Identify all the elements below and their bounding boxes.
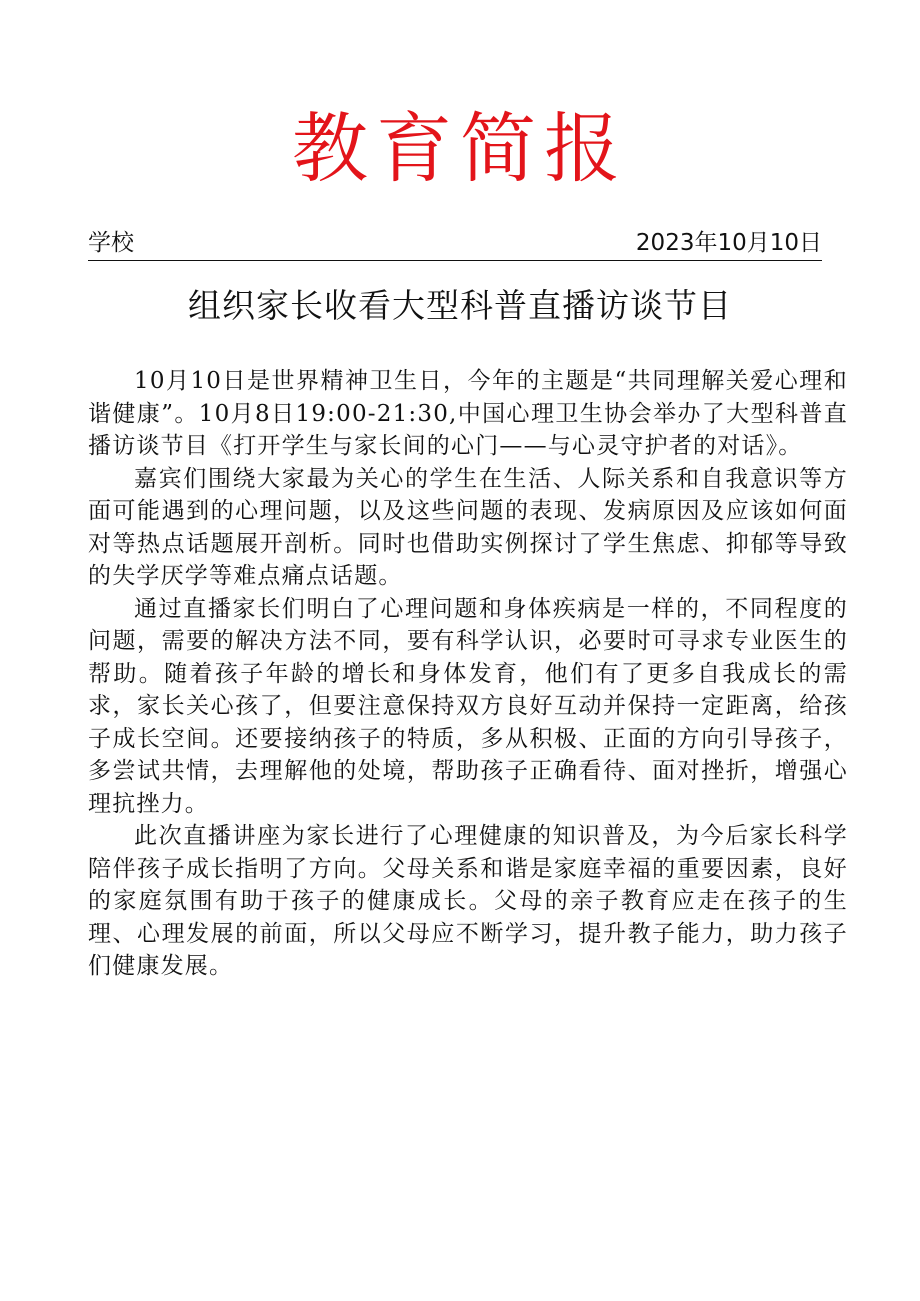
school-label: 学校	[88, 230, 134, 256]
issue-date: 2023年10月10日	[635, 230, 822, 256]
article-body	[88, 365, 848, 983]
masthead-title: 教育简报	[292, 104, 628, 193]
article-paragraph: 嘉宾们围绕大家最为关心的学生在生活、人际关系和自我意识等方面可能遇到的心理问题，以及这些问题的表现、发病原因及应该如何面对等热点话题展开剖析。同时也借助实例探讨了学生焦虑、抑郁等导致的失学厌学等难点痛点话题。	[88, 465, 848, 589]
article-paragraph: 此次直播讲座为家长进行了心理健康的知识普及，为今后家长科学陪伴孩子成长指明了方向。父母关系和谐是家庭幸福的重要因素，良好的家庭氛围有助于孩子的健康成长。父母的亲子教育应走在孩子的生理、心理发展的前面，所以父母应不断学习，提升教子能力，助力孩子们健康发展。	[88, 823, 848, 979]
article-headline: 组织家长收看大型科普直播访谈节目	[188, 286, 732, 325]
article-paragraph: 通过直播家长们明白了心理问题和身体疾病是一样的，不同程度的问题，需要的解决方法不同，要有科学认识，必要时可寻求专业医生的帮助。随着孩子年龄的增长和身体发育，他们有了更多自我成长的需求，家长关心孩了，但要注意保持双方良好互动并保持一定距离，给孩子成长空间。还要接纳孩子的特质，多从积极、正面的方向引导孩子，多尝试共情，去理解他的处境，帮助孩子正确看待、面对挫折，增强心理抗挫力。	[88, 595, 848, 817]
article-paragraph: 10月10日是世界精神卫生日，今年的主题是“共同理解关爱心理和谐健康”。10月8日19:00-21:30,中国心理卫生协会举办了大型科普直播访谈节目《打开学生与家长间的心门——与心灵守护者的对话》。	[88, 368, 848, 459]
info-line	[88, 226, 822, 261]
